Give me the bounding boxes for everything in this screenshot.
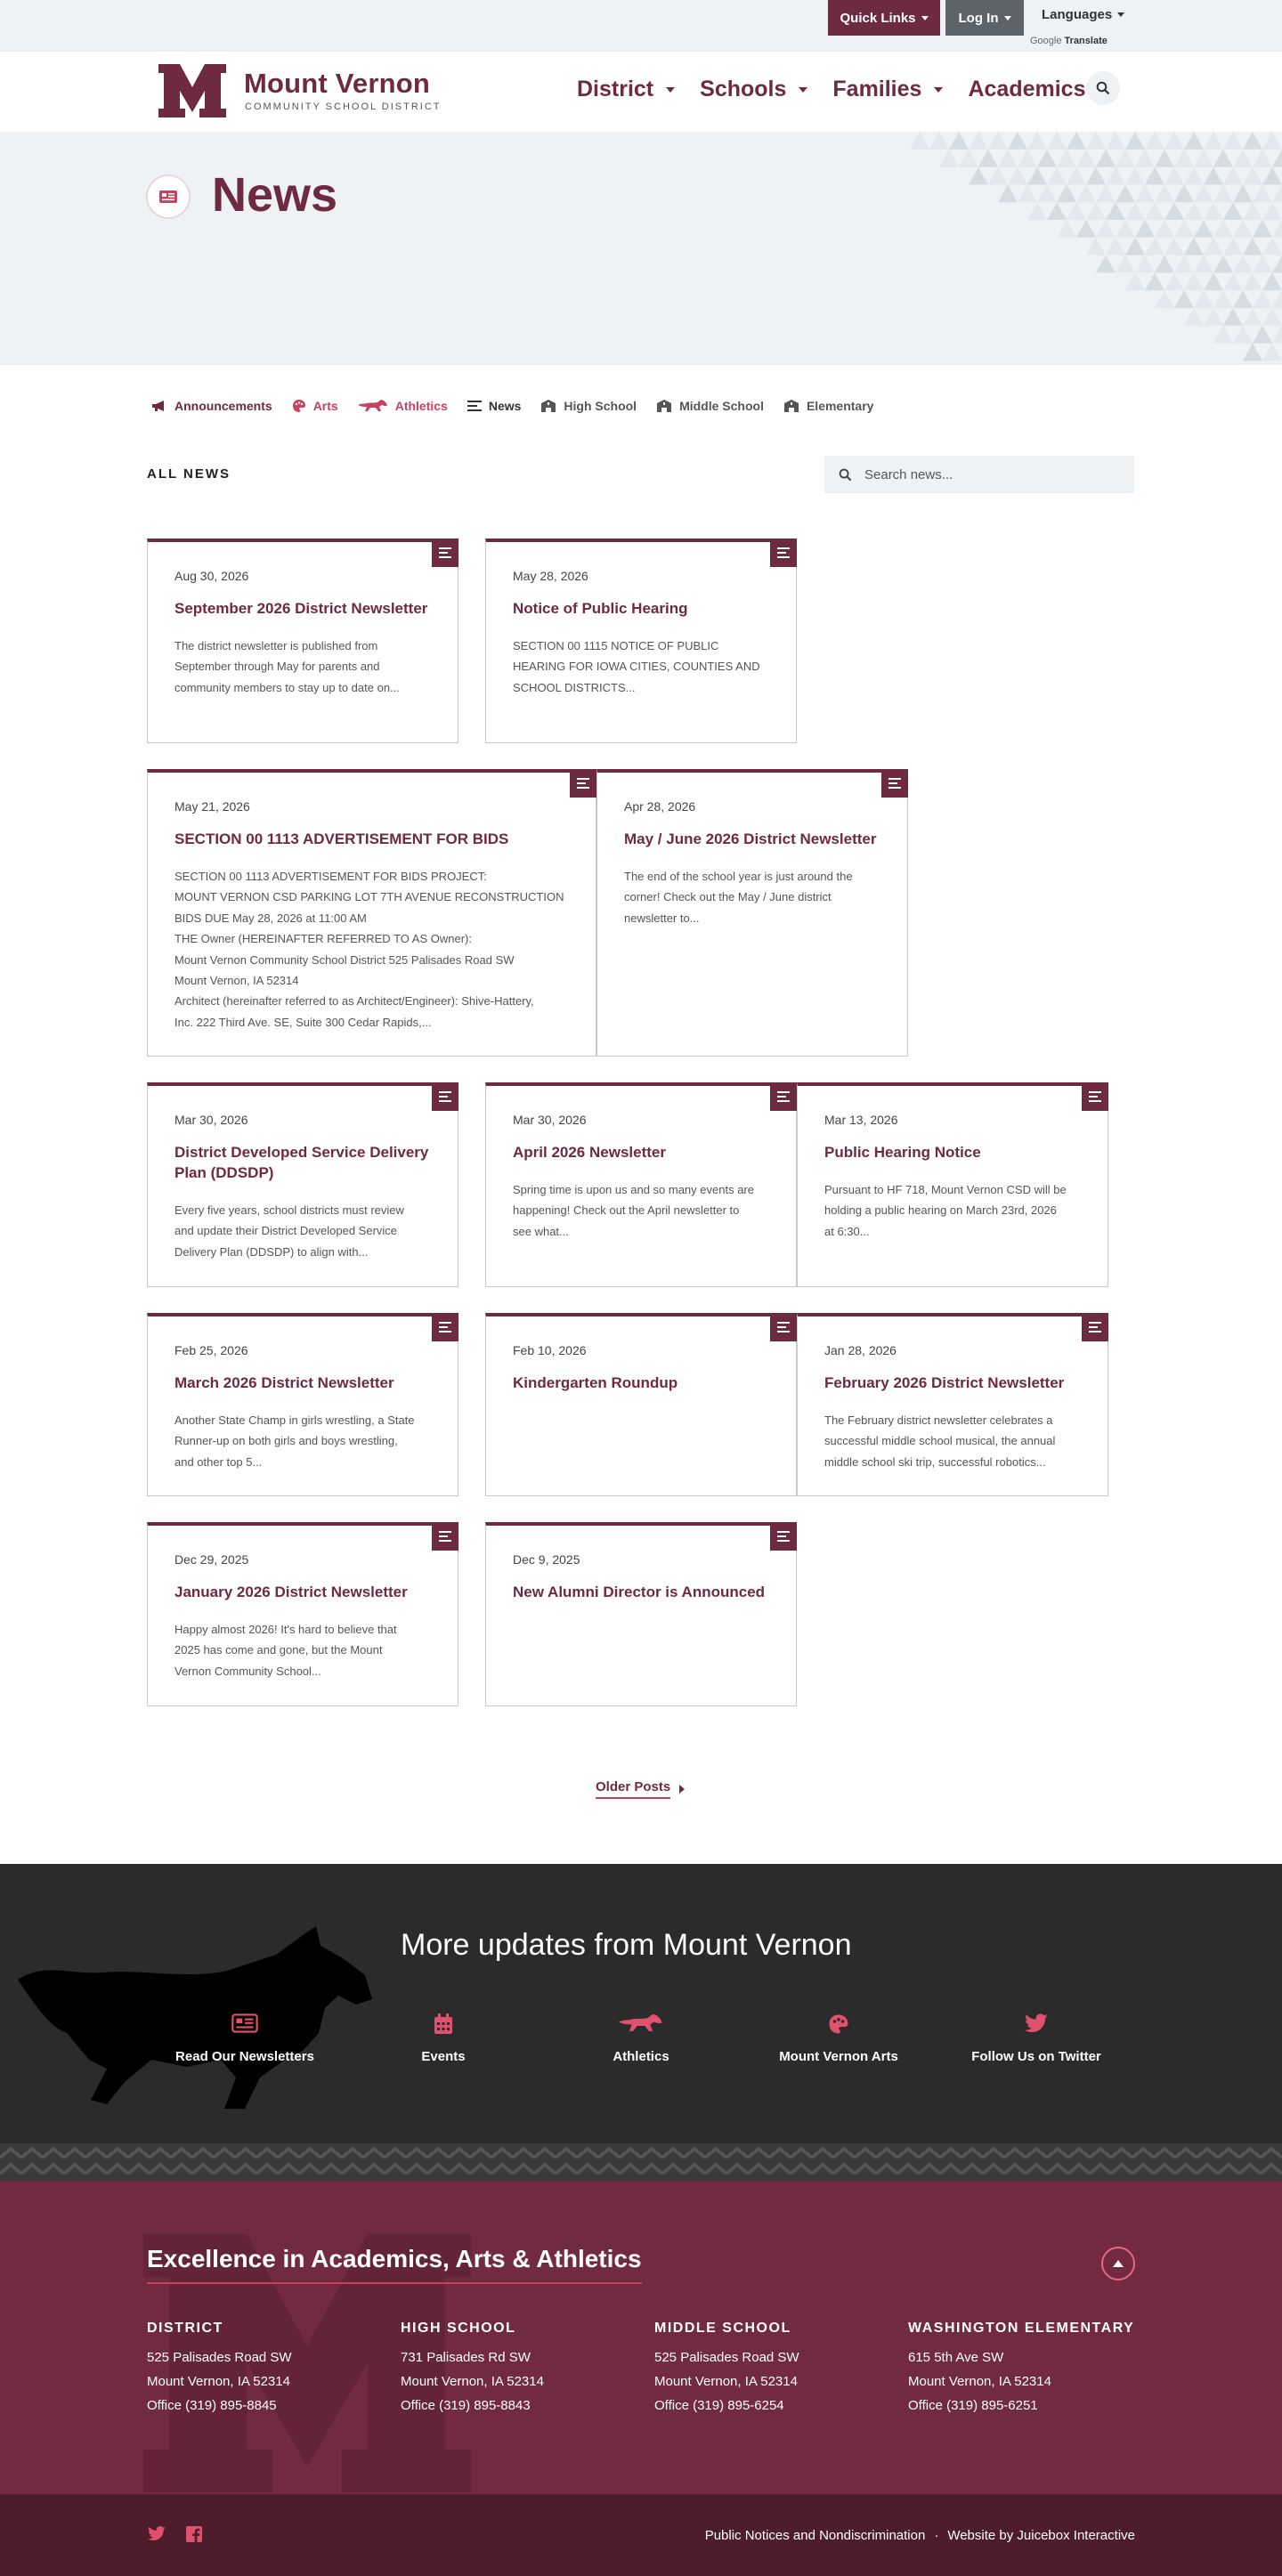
- newsletters-link[interactable]: [156, 2013, 334, 2064]
- news-card[interactable]: [485, 1313, 797, 1496]
- twitter-label: Follow Us on Twitter: [971, 2049, 1101, 2064]
- footer-column-middle-school: [654, 2316, 799, 2418]
- news-card[interactable]: [797, 1082, 1108, 1287]
- site-search-button[interactable]: [1086, 71, 1120, 105]
- nav-district[interactable]: [577, 77, 675, 102]
- category-label: Announcements: [174, 399, 272, 413]
- category-label: Middle School: [679, 399, 764, 413]
- palette-icon: [292, 399, 306, 413]
- news-tag-badge: [1082, 1082, 1108, 1111]
- category-announcements[interactable]: [151, 399, 272, 413]
- text-lines-icon: [439, 547, 451, 558]
- mount-vernon-logo[interactable]: [158, 64, 226, 117]
- card-excerpt: SECTION 00 1115 NOTICE OF PUBLIC HEARING FOR IOWA CITIES, COUNTIES AND SCHOOL DISTRICTS...: [513, 638, 760, 694]
- quick-links-button[interactable]: [828, 0, 940, 36]
- separator: ·: [934, 2528, 939, 2543]
- chevron-down-icon: [666, 87, 675, 93]
- chevron-right-icon: [679, 1785, 685, 1794]
- card-date: Dec 29, 2025: [174, 1552, 249, 1567]
- nav-families[interactable]: [832, 77, 943, 102]
- search-icon: [839, 468, 852, 482]
- news-tag-badge: [1082, 1313, 1108, 1341]
- chevron-up-icon: [1113, 2260, 1124, 2267]
- news-tag-badge: [570, 769, 596, 798]
- category-label: High School: [564, 399, 637, 413]
- card-excerpt: Pursuant to HF 718, Mount Vernon CSD will be holding a public hearing on March 23rd, 2026 at 6:30...: [824, 1182, 1067, 1238]
- nav-schools[interactable]: [700, 77, 807, 102]
- page-hero: [0, 132, 1282, 365]
- text-lines-icon: [439, 1531, 451, 1542]
- address-line: Mount Vernon, IA 52314: [401, 2374, 544, 2389]
- category-label: Elementary: [806, 399, 874, 413]
- footer-column-heading: MIDDLE SCHOOL: [654, 2321, 791, 2336]
- text-lines-icon: [439, 1322, 451, 1333]
- quick-links-label: Quick Links: [840, 10, 916, 26]
- google-translate-credit: [1030, 36, 1108, 46]
- brand-subtitle: COMMUNITY SCHOOL DISTRICT: [245, 101, 442, 112]
- text-lines-icon: [467, 400, 482, 412]
- arts-link[interactable]: [750, 2013, 928, 2064]
- card-date: Mar 13, 2026: [824, 1113, 898, 1127]
- card-excerpt: SECTION 00 1113 ADVERTISEMENT FOR BIDS PROJECT: MOUNT VERNON CSD PARKING LOT 7TH AVENUE RECONSTRUCTION BIDS DUE May 28, 2026 at 11:00 AM THE Owner (HEREINAFTER REFERRED TO AS Owner): Mount Vernon Community School District 525 Palisades Road SW Mount Vernon, IA 52314 Architect (hereinafter referred to as Architect/Engineer): Shive-Hattery, Inc. 222 Third Ave. SE, Suite 300 Cedar Rapids,...: [174, 869, 564, 1029]
- facebook-icon[interactable]: [186, 2526, 202, 2542]
- arts-label: Mount Vernon Arts: [779, 2049, 898, 2064]
- category-middle-school[interactable]: [656, 399, 764, 413]
- category-label: News: [488, 399, 522, 413]
- card-date: May 21, 2026: [174, 799, 250, 814]
- login-button[interactable]: [945, 0, 1024, 36]
- login-label: Log In: [958, 10, 999, 26]
- twitter-icon[interactable]: [147, 2526, 166, 2542]
- listing-heading: ALL NEWS: [147, 466, 231, 482]
- hero-icon-badge: [146, 174, 191, 219]
- category-elementary[interactable]: [783, 399, 873, 413]
- news-card[interactable]: [596, 769, 908, 1057]
- category-athletics[interactable]: [358, 399, 448, 413]
- card-date: Mar 30, 2026: [513, 1113, 587, 1127]
- card-date: Apr 28, 2026: [624, 799, 696, 814]
- chevron-down-icon: [799, 87, 807, 93]
- events-link[interactable]: [354, 2013, 532, 2064]
- languages-dropdown[interactable]: [1042, 7, 1124, 22]
- text-lines-icon: [777, 1322, 790, 1333]
- card-excerpt: The district newsletter is published from September through May for parents and community members to stay up to date on...: [174, 638, 400, 694]
- news-tag-badge: [770, 1522, 797, 1551]
- footer-column-heading: WASHINGTON ELEMENTARY: [908, 2321, 1135, 2336]
- footer-column-district: [147, 2316, 292, 2418]
- news-tag-badge: [432, 539, 458, 567]
- category-label: Arts: [312, 399, 338, 413]
- site-header: [0, 52, 1282, 132]
- athletics-label: Athletics: [613, 2049, 669, 2064]
- brand-name[interactable]: Mount Vernon: [244, 68, 431, 99]
- twitter-icon: [1024, 2013, 1049, 2035]
- newsletters-label: Read Our Newsletters: [175, 2049, 314, 2064]
- card-title[interactable]: April 2026 Newsletter: [513, 1144, 666, 1161]
- news-tag-badge: [770, 539, 797, 567]
- card-date: Jan 28, 2026: [824, 1343, 897, 1357]
- megaphone-icon: [151, 400, 167, 412]
- text-lines-icon: [439, 1091, 451, 1102]
- card-excerpt: Another State Champ in girls wrestling, a State Runner-up on both girls and boys wrestling, and other top 5...: [174, 1413, 415, 1469]
- older-posts-label: Older Posts: [596, 1779, 670, 1799]
- school-building-icon: [540, 399, 556, 413]
- search-icon: [1096, 81, 1110, 95]
- google-label: Google: [1030, 36, 1062, 46]
- news-card[interactable]: [147, 1522, 458, 1706]
- utility-bar: [0, 0, 1282, 52]
- news-tag-badge: [432, 1313, 458, 1341]
- footer-title: Excellence in Academics, Arts & Athletics: [147, 2245, 642, 2284]
- footer-bottom-bar: [0, 2494, 1282, 2576]
- text-lines-icon: [777, 547, 790, 558]
- card-title[interactable]: January 2026 District Newsletter: [174, 1584, 408, 1600]
- news-card[interactable]: [485, 1522, 797, 1706]
- category-news[interactable]: [467, 399, 522, 413]
- card-date: Aug 30, 2026: [174, 569, 249, 583]
- news-card[interactable]: [147, 1082, 458, 1287]
- card-date: Mar 30, 2026: [174, 1113, 248, 1127]
- newspaper-icon: [231, 2013, 258, 2033]
- news-tag-badge: [770, 1082, 797, 1111]
- older-posts-link[interactable]: [596, 1779, 685, 1799]
- languages-label: Languages: [1042, 7, 1113, 22]
- news-search-input[interactable]: [824, 456, 1134, 493]
- card-title[interactable]: SECTION 00 1113 ADVERTISEMENT FOR BIDS: [174, 830, 509, 847]
- card-title[interactable]: September 2026 District Newsletter: [174, 600, 428, 617]
- credit-link[interactable]: Website by Juicebox Interactive: [947, 2528, 1135, 2543]
- nav-label: District: [577, 77, 654, 101]
- card-excerpt: Spring time is upon us and so many events are happening! Check out the April newsletter to see what...: [513, 1182, 754, 1238]
- news-card[interactable]: [147, 769, 596, 1057]
- phone-line[interactable]: Office (319) 895-8845: [147, 2398, 277, 2413]
- category-filter: [151, 399, 873, 413]
- zigzag-divider-decoration: [0, 2143, 1282, 2181]
- news-tag-badge: [432, 1522, 458, 1551]
- more-updates-section: [0, 1864, 1282, 2145]
- phone-line[interactable]: Office (319) 895-8843: [401, 2398, 531, 2413]
- chevron-down-icon: [1004, 16, 1011, 20]
- nav-label: Families: [832, 77, 922, 101]
- news-tag-badge: [432, 1082, 458, 1111]
- nav-label: Schools: [700, 77, 787, 101]
- social-links: [147, 2526, 202, 2542]
- card-title[interactable]: Kindergarten Roundup: [513, 1374, 678, 1391]
- news-tag-badge: [881, 769, 908, 798]
- page-title: News: [212, 168, 338, 222]
- chevron-down-icon: [921, 16, 929, 20]
- mustang-icon: [619, 2013, 663, 2033]
- news-card[interactable]: [147, 539, 458, 743]
- category-high-school[interactable]: [540, 399, 637, 413]
- card-title[interactable]: District Developed Service Delivery Plan (DDSDP): [174, 1144, 429, 1181]
- card-date: Feb 25, 2026: [174, 1343, 248, 1357]
- chevron-down-icon: [1117, 12, 1124, 17]
- news-card[interactable]: [485, 1082, 797, 1287]
- address-line: Mount Vernon, IA 52314: [654, 2374, 798, 2389]
- newspaper-icon: [158, 190, 178, 204]
- text-lines-icon: [1089, 1322, 1101, 1333]
- athletics-link[interactable]: [552, 2013, 730, 2064]
- text-lines-icon: [888, 778, 901, 789]
- address-line: 731 Palisades Rd SW: [401, 2350, 531, 2365]
- card-date: Feb 10, 2026: [513, 1343, 587, 1357]
- footer-column-heading: DISTRICT: [147, 2321, 223, 2336]
- text-lines-icon: [777, 1091, 790, 1102]
- main-nav: [577, 77, 1107, 102]
- news-card[interactable]: [485, 539, 797, 743]
- footer-column-heading: HIGH SCHOOL: [401, 2321, 516, 2336]
- footer-column-high-school: [401, 2316, 544, 2418]
- card-title[interactable]: Public Hearing Notice: [824, 1144, 981, 1161]
- phone-line[interactable]: Office (319) 895-6251: [908, 2398, 1038, 2413]
- text-lines-icon: [577, 778, 589, 789]
- events-label: Events: [421, 2049, 466, 2064]
- card-excerpt: The end of the school year is just around the corner! Check out the May / June district newsletter to...: [624, 869, 853, 925]
- card-date: May 28, 2026: [513, 569, 588, 583]
- card-title[interactable]: Notice of Public Hearing: [513, 600, 688, 617]
- twitter-link[interactable]: [947, 2013, 1125, 2064]
- text-lines-icon: [777, 1531, 790, 1542]
- updates-title: More updates from Mount Vernon: [401, 1928, 852, 1962]
- address-line: 525 Palisades Road SW: [654, 2350, 799, 2365]
- mustang-icon: [358, 400, 388, 412]
- text-lines-icon: [1089, 1091, 1101, 1102]
- card-excerpt: Every five years, school districts must review and update their District Developed Service Delivery Plan (DDSDP) to align with...: [174, 1203, 404, 1259]
- calendar-icon: [434, 2013, 453, 2035]
- chevron-down-icon: [934, 87, 943, 93]
- news-card[interactable]: [797, 1313, 1108, 1496]
- card-excerpt: Happy almost 2026! It's hard to believe that 2025 has come and gone, but the Mount Vernon Community School...: [174, 1622, 397, 1678]
- category-label: Athletics: [394, 399, 448, 413]
- footer-column-elementary: [908, 2316, 1134, 2418]
- palette-icon: [828, 2013, 849, 2035]
- nav-label: Academics: [968, 77, 1086, 101]
- address-line: Mount Vernon, IA 52314: [908, 2374, 1051, 2389]
- back-to-top-button[interactable]: [1101, 2247, 1135, 2280]
- card-date: Dec 9, 2025: [513, 1552, 580, 1567]
- news-card[interactable]: [147, 1313, 458, 1496]
- category-arts[interactable]: [292, 399, 338, 413]
- triangle-pattern-decoration: [890, 132, 1282, 365]
- address-line: Mount Vernon, IA 52314: [147, 2374, 290, 2389]
- search-placeholder: Search news...: [864, 466, 953, 482]
- translate-label: Translate: [1064, 36, 1108, 46]
- school-building-icon: [783, 399, 799, 413]
- phone-line[interactable]: Office (319) 895-6254: [654, 2398, 784, 2413]
- footer-links: [705, 2528, 1135, 2543]
- card-title[interactable]: May / June 2026 District Newsletter: [624, 830, 877, 847]
- school-building-icon: [656, 399, 672, 413]
- card-title[interactable]: New Alumni Director is Announced: [513, 1584, 766, 1600]
- site-footer: [0, 2181, 1282, 2494]
- public-notices-link[interactable]: Public Notices and Nondiscrimination: [704, 2528, 926, 2543]
- card-excerpt: The February district newsletter celebrates a successful middle school musical, the annual middle school ski trip, successful robotics...: [824, 1413, 1056, 1469]
- card-title[interactable]: February 2026 District Newsletter: [824, 1374, 1065, 1391]
- address-line: 615 5th Ave SW: [908, 2350, 1004, 2365]
- card-title[interactable]: March 2026 District Newsletter: [174, 1374, 394, 1391]
- news-tag-badge: [770, 1313, 797, 1341]
- address-line: 525 Palisades Road SW: [147, 2350, 292, 2365]
